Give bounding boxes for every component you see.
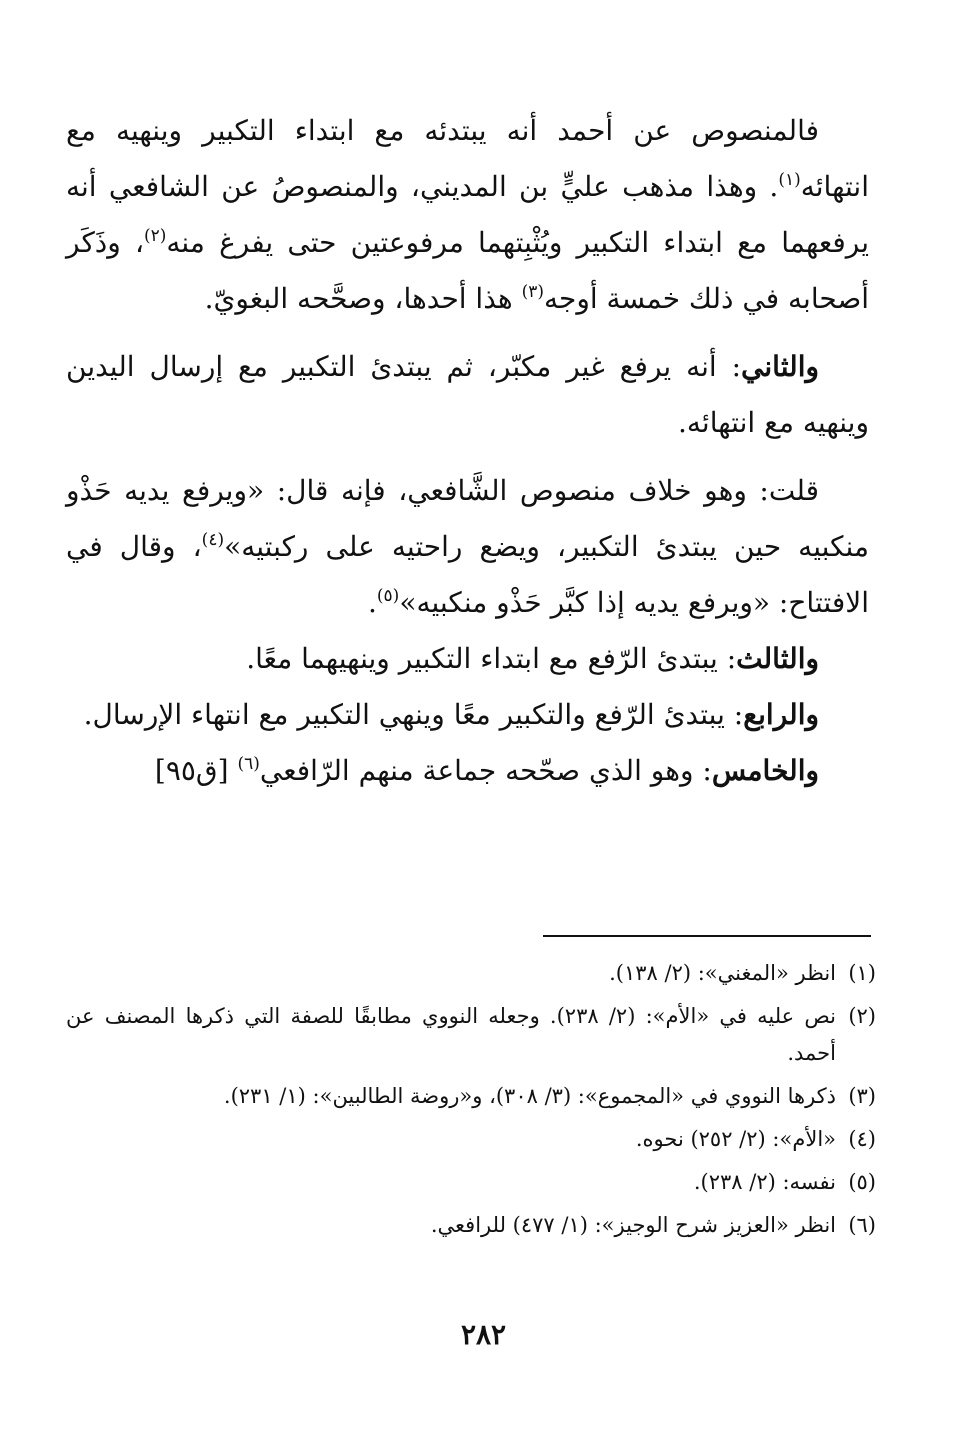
- footnote-1: [66, 955, 876, 992]
- paragraph-6-lead: والخامس: [711, 754, 819, 787]
- footnotes: [66, 955, 876, 1250]
- paragraph-2-lead: والثاني: [741, 350, 819, 383]
- paragraph-3: [66, 463, 869, 631]
- footnote-number: (١): [848, 961, 876, 985]
- paragraph-5: [66, 687, 869, 743]
- paragraph-5-text: : يبتدئ الرّفع والتكبير معًا وينهي التكبير مع انتهاء الإرسال.: [83, 698, 744, 731]
- footnote-ref-1: (١): [778, 170, 801, 190]
- footnote-text: نص عليه في «الأم»: (٢/ ٢٣٨). وجعله النووي مطابقًا للصفة التي ذكرها المصنف عن أحمد.: [66, 1004, 836, 1065]
- folio-marker: [ق٩٥]: [154, 754, 238, 787]
- paragraph-1-text: فالمنصوص عن أحمد أنه يبتدئه مع ابتداء التكبير وينهيه مع انتهائه: [66, 114, 869, 203]
- footnote-ref-5: (٥): [376, 586, 400, 606]
- paragraph-2: [66, 339, 869, 451]
- footnote-text: «الأم»: (٢/ ٢٥٢) نحوه.: [635, 1127, 836, 1151]
- footnote-ref-4: (٤): [201, 530, 225, 550]
- footnote-3: [66, 1078, 876, 1115]
- main-text: [66, 103, 869, 799]
- paragraph-3-text: قلت: وهو خلاف منصوص الشَّافعي، فإنه قال: «ويرفع يديه حَذْو منكبيه حين يبتدئ التكبير، ويضع راحتيه على ركبتيه»: [66, 474, 870, 563]
- footnote-ref-6: (٦): [237, 754, 260, 774]
- paragraph-5-lead: والرابع: [743, 698, 819, 731]
- page-number: ٢٨٢: [460, 1318, 507, 1351]
- footnote-text: انظر «العزيز شرح الوجيز»: (١/ ٤٧٧) للرافعي.: [430, 1213, 836, 1237]
- paragraph-1-continuation: . وهذا مذهب عليٍّ بن المديني، والمنصوصُ عن الشافعي أنه يرفعهما مع ابتداء التكبير ويُثْبِتهما مرفوعتين حتى يفرغ منه: [66, 170, 869, 259]
- footnote-number: (٥): [848, 1170, 876, 1194]
- paragraph-4: [66, 631, 869, 687]
- paragraph-6: [66, 743, 869, 799]
- paragraph-4-text: : يبتدئ الرّفع مع ابتداء التكبير وينهيهما معًا.: [246, 642, 737, 675]
- footnote-text: ذكرها النووي في «المجموع»: (٣/ ٣٠٨)، و«روضة الطالبين»: (١/ ٢٣١).: [223, 1084, 836, 1108]
- footnote-number: (٢): [848, 1004, 876, 1028]
- paragraph-4-lead: والثالث: [736, 642, 819, 675]
- footnote-number: (٤): [848, 1127, 876, 1151]
- footnote-text: انظر «المغني»: (٢/ ١٣٨).: [609, 961, 836, 985]
- footnote-6: [66, 1207, 876, 1244]
- paragraph-1-continuation-3: هذا أحدها، وصحَّحه البغويّ.: [204, 282, 522, 315]
- footnote-4: [66, 1121, 876, 1158]
- paragraph-1: [66, 103, 869, 327]
- paragraph-6-text: : وهو الذي صحّحه جماعة منهم الرّافعي: [259, 754, 712, 787]
- paragraph-3-continuation-2: .: [367, 586, 377, 619]
- footnote-number: (٣): [848, 1084, 876, 1108]
- footnote-ref-3: (٣): [521, 282, 544, 302]
- footnotes-divider: [543, 935, 871, 937]
- footnote-number: (٦): [848, 1213, 876, 1237]
- paragraph-1-continuation-2: ، وذَكَر أصحابه في ذلك خمسة أوجه: [66, 226, 869, 315]
- paragraph-2-text: : أنه يرفع غير مكبّر، ثم يبتدئ التكبير مع إرسال اليدين وينهيه مع انتهائه.: [66, 350, 869, 439]
- paragraph-3-continuation: ، وقال في الافتتاح: «ويرفع يديه إذا كبَّر حَذْو منكبيه»: [66, 530, 869, 619]
- footnote-2: [66, 998, 876, 1072]
- footnote-ref-2: (٢): [144, 226, 167, 246]
- footnote-text: نفسه: (٢/ ٢٣٨).: [693, 1170, 836, 1194]
- footnote-5: [66, 1164, 876, 1201]
